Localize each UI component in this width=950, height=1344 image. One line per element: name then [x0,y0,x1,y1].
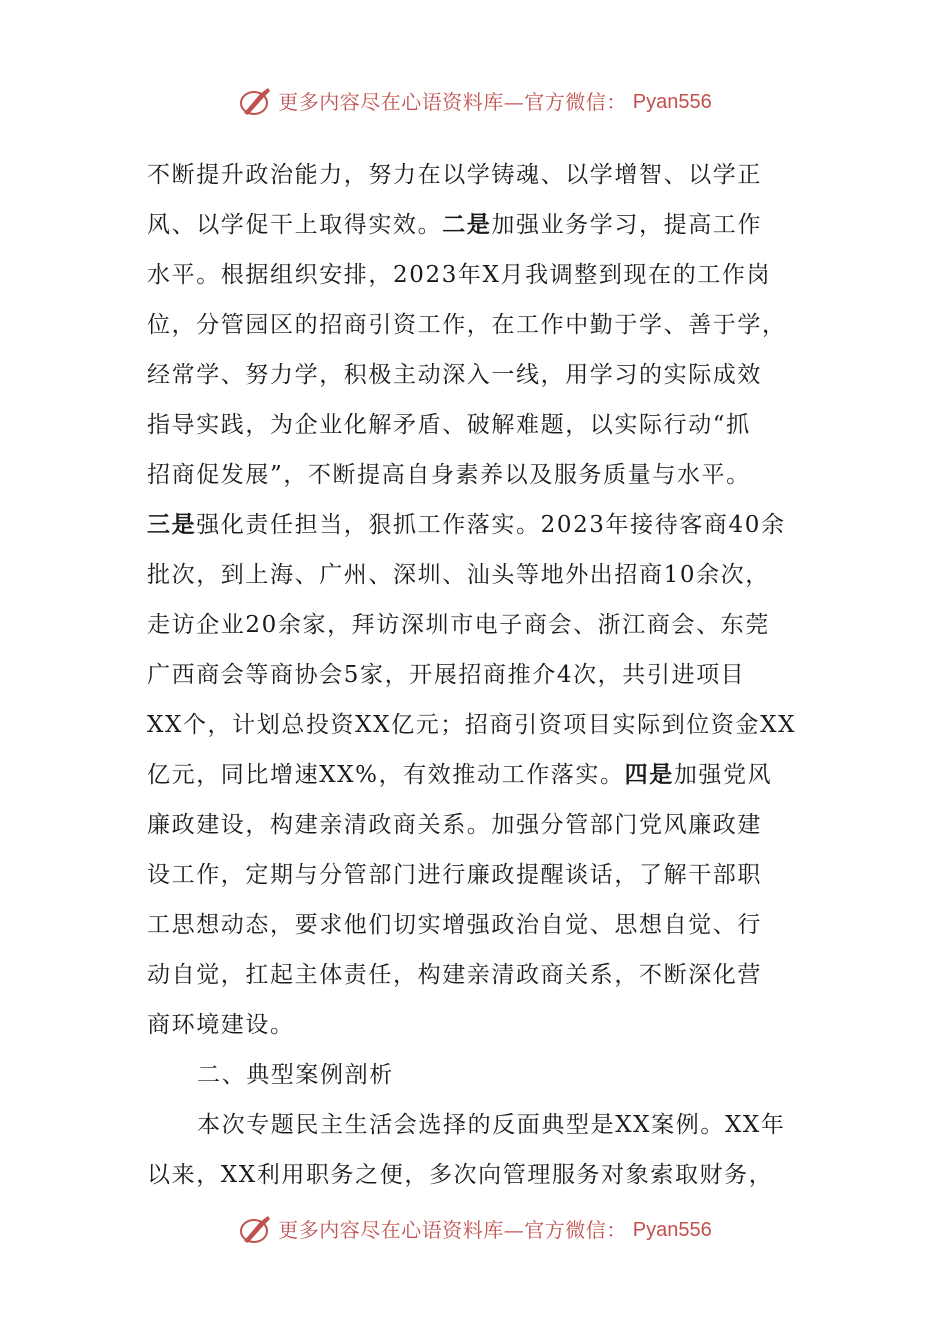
text-segment: 本次专题民主生活会选择的反面典型是XX案例。XX年 [197,1112,786,1138]
text-line [147,1100,807,1150]
watermark-text: 更多内容尽在心语资料库—官方微信： [278,1218,627,1242]
text-segment: XX个，计划总投资XX亿元；招商引资项目实际到位资金XX [147,712,797,738]
text-line [147,700,807,750]
watermark-text: 更多内容尽在心语资料库—官方微信： [278,90,627,114]
bold-marker: 三是 [147,511,197,538]
text-segment: 设工作，定期与分管部门进行廉政提醒谈话，了解干部职 [147,862,762,888]
text-segment: 走访企业20余家，拜访深圳市电子商会、浙江商会、东莞 [147,612,770,638]
text-line [147,200,807,250]
text-segment: 工思想动态，要求他们切实增强政治自觉、思想自觉、行 [147,912,762,938]
text-line [147,450,807,500]
watermark-footer [0,1214,950,1246]
bold-marker: 二是 [442,211,492,238]
text-segment: 招商促发展”，不断提高自身素养以及服务质量与水平。 [147,462,751,488]
text-segment: 商环境建设。 [147,1012,295,1038]
watermark-wechat-id: Pyan556 [632,91,712,113]
pen-logo-icon [238,1214,272,1246]
text-segment: 不断提升政治能力，努力在以学铸魂、以学增智、以学正 [147,162,762,188]
text-segment: 位，分管园区的招商引资工作，在工作中勤于学、善于学， [147,312,787,338]
text-segment: 强化责任担当，狠抓工作落实。2023年接待客商40余 [196,512,786,538]
document-body [147,150,807,1200]
text-segment: 亿元，同比增速XX%，有效推动工作落实。 [147,762,625,788]
watermark-wechat-id: Pyan556 [632,1219,712,1241]
text-line [147,900,807,950]
text-line [147,300,807,350]
text-line [147,500,807,550]
text-segment: 二、典型案例剖析 [197,1062,394,1088]
text-segment: 水平。根据组织安排，2023年X月我调整到现在的工作岗 [147,262,772,288]
text-segment: 加强党风 [673,762,773,788]
text-segment: 以来，XX利用职务之便，多次向管理服务对象索取财务， [147,1162,774,1188]
text-line [147,400,807,450]
text-line [147,1050,807,1100]
text-line [147,750,807,800]
text-line [147,650,807,700]
text-segment: 广西商会等商协会5家，开展招商推介4次，共引进项目 [147,662,746,688]
text-line [147,800,807,850]
text-line [147,1000,807,1050]
text-line [147,250,807,300]
text-line [147,150,807,200]
text-segment: 指导实践，为企业化解矛盾、破解难题，以实际行动“抓 [147,412,751,438]
text-line [147,850,807,900]
text-segment: 动自觉，扛起主体责任，构建亲清政商关系，不断深化营 [147,962,762,988]
watermark-header [0,86,950,118]
text-line [147,550,807,600]
text-line [147,950,807,1000]
text-segment: 加强业务学习，提高工作 [491,212,763,238]
text-line [147,1150,807,1200]
text-line [147,350,807,400]
bold-marker: 四是 [624,761,674,788]
pen-logo-icon [238,86,272,118]
text-line [147,600,807,650]
text-segment: 经常学、努力学，积极主动深入一线，用学习的实际成效 [147,362,762,388]
text-segment: 廉政建设，构建亲清政商关系。加强分管部门党风廉政建 [147,812,762,838]
text-segment: 批次，到上海、广州、深圳、汕头等地外出招商10余次， [147,562,770,588]
text-segment: 风、以学促干上取得实效。 [147,212,443,238]
